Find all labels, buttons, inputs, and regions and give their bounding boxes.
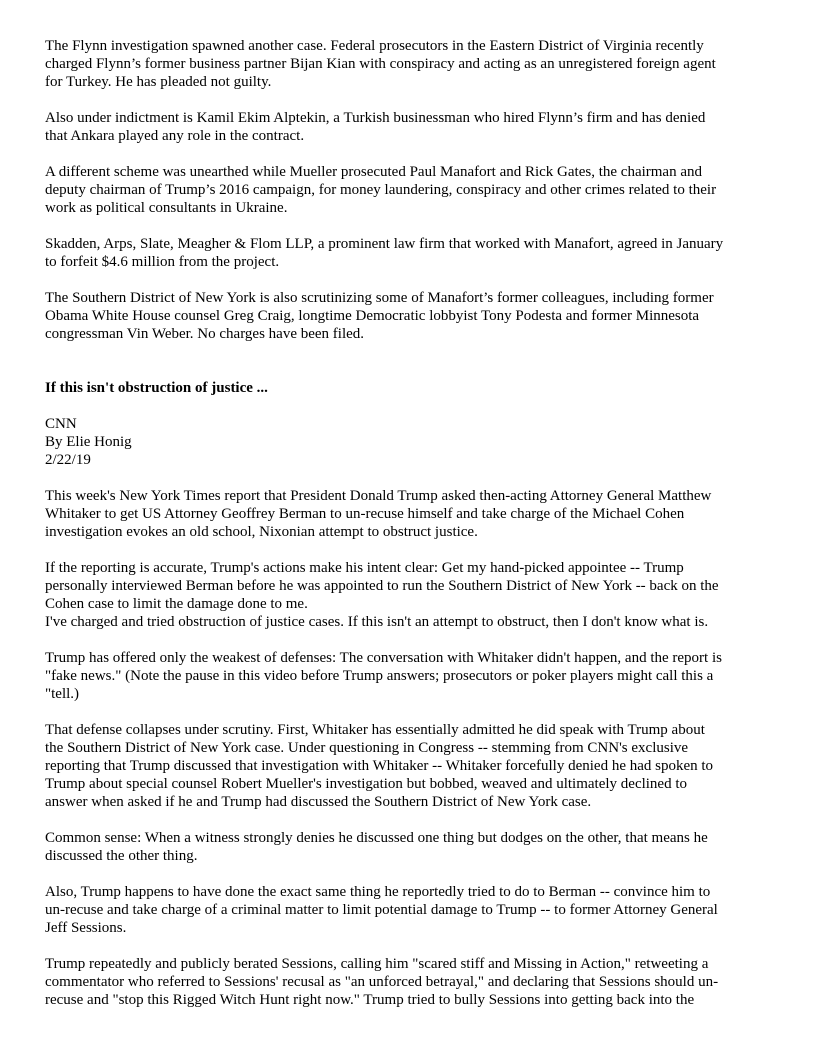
paragraph <box>45 37 773 91</box>
text-line: work as political consultants in Ukraine. <box>45 200 288 216</box>
text-line: congressman Vin Weber. No charges have been filed. <box>45 326 365 342</box>
article-byline: By Elie Honig <box>45 434 132 450</box>
text-line: answer when asked if he and Trump had discussed the Southern District of New York case. <box>45 794 592 810</box>
text-line: That defense collapses under scrutiny. First, Whitaker has essentially admitted he did speak with Trump about <box>45 722 705 738</box>
text-line: I've charged and tried obstruction of justice cases. If this isn't an attempt to obstruct, then I don't know what is. <box>45 614 709 630</box>
paragraph <box>45 955 773 1009</box>
text-line: personally interviewed Berman before he was appointed to run the Southern District of New York -- back on the <box>45 578 719 594</box>
paragraph <box>45 289 773 343</box>
text-line: Jeff Sessions. <box>45 920 127 936</box>
text-line: This week's New York Times report that President Donald Trump asked then-acting Attorney General Matthew <box>45 488 712 504</box>
article <box>45 379 773 1009</box>
paragraph <box>45 613 773 631</box>
paragraph <box>45 883 773 937</box>
text-line: Skadden, Arps, Slate, Meagher & Flom LLP, a prominent law firm that worked with Manafort, agreed in January <box>45 236 724 252</box>
text-line: investigation evokes an old school, Nixonian attempt to obstruct justice. <box>45 524 478 540</box>
text-line: Trump has offered only the weakest of defenses: The conversation with Whitaker didn't happen, and the report is <box>45 650 722 666</box>
top-section <box>45 37 773 343</box>
text-line: "fake news." (Note the pause in this video before Trump answers; prosecutors or poker players might call this a <box>45 668 714 684</box>
text-line: Common sense: When a witness strongly denies he discussed one thing but dodges on the other, that means he <box>45 830 708 846</box>
text-line: A different scheme was unearthed while Mueller prosecuted Paul Manafort and Rick Gates, the chairman and <box>45 164 702 180</box>
article-meta <box>45 415 773 469</box>
text-line: to forfeit $4.6 million from the project. <box>45 254 280 270</box>
article-title: If this isn't obstruction of justice ... <box>45 380 268 396</box>
text-line: Obama White House counsel Greg Craig, longtime Democratic lobbyist Tony Podesta and former Minnesota <box>45 308 700 324</box>
paragraph <box>45 235 773 271</box>
paragraph <box>45 829 773 865</box>
text-line: commentator who referred to Sessions' recusal as "an unforced betrayal," and declaring that Sessions should un- <box>45 974 719 990</box>
text-line: Also, Trump happens to have done the exact same thing he reportedly tried to do to Berman -- convince him to <box>45 884 711 900</box>
paragraph <box>45 487 773 541</box>
text-line: The Southern District of New York is also scrutinizing some of Manafort’s former colleagues, including former <box>45 290 714 306</box>
text-line: Trump about special counsel Robert Mueller's investigation but bobbed, weaved and ultimately declined to <box>45 776 688 792</box>
text-line: that Ankara played any role in the contract. <box>45 128 305 144</box>
text-line: the Southern District of New York case. Under questioning in Congress -- stemming from CNN's exclusive <box>45 740 689 756</box>
text-line: Cohen case to limit the damage done to me. <box>45 596 308 612</box>
text-line: recuse and "stop this Rigged Witch Hunt right now." Trump tried to bully Sessions into getting back into the <box>45 992 695 1008</box>
text-line: The Flynn investigation spawned another case. Federal prosecutors in the Eastern District of Virginia recently <box>45 38 704 54</box>
paragraph <box>45 559 773 613</box>
paragraph <box>45 163 773 217</box>
text-line: Also under indictment is Kamil Ekim Alptekin, a Turkish businessman who hired Flynn’s firm and has denied <box>45 110 706 126</box>
article-source: CNN <box>45 416 77 432</box>
text-line: discussed the other thing. <box>45 848 198 864</box>
text-line: deputy chairman of Trump’s 2016 campaign, for money laundering, conspiracy and other crimes related to their <box>45 182 717 198</box>
text-line: charged Flynn’s former business partner Bijan Kian with conspiracy and acting as an unregistered foreign agent <box>45 56 716 72</box>
text-line: un-recuse and take charge of a criminal matter to limit potential damage to Trump -- to former Attorney General <box>45 902 718 918</box>
text-line: Trump repeatedly and publicly berated Sessions, calling him "scared stiff and Missing in Action," retweeting a <box>45 956 709 972</box>
text-line: "tell.) <box>45 686 80 702</box>
paragraph <box>45 649 773 703</box>
text-line: reporting that Trump discussed that investigation with Whitaker -- Whitaker forcefully denied he had spoken to <box>45 758 714 774</box>
text-line: Whitaker to get US Attorney Geoffrey Berman to un-recuse himself and take charge of the Michael Cohen <box>45 506 685 522</box>
paragraph <box>45 721 773 811</box>
paragraph <box>45 109 773 145</box>
article-date: 2/22/19 <box>45 452 91 468</box>
text-line: If the reporting is accurate, Trump's actions make his intent clear: Get my hand-picked appointee -- Trump <box>45 560 684 576</box>
document-page <box>45 37 773 1009</box>
text-line: for Turkey. He has pleaded not guilty. <box>45 74 272 90</box>
